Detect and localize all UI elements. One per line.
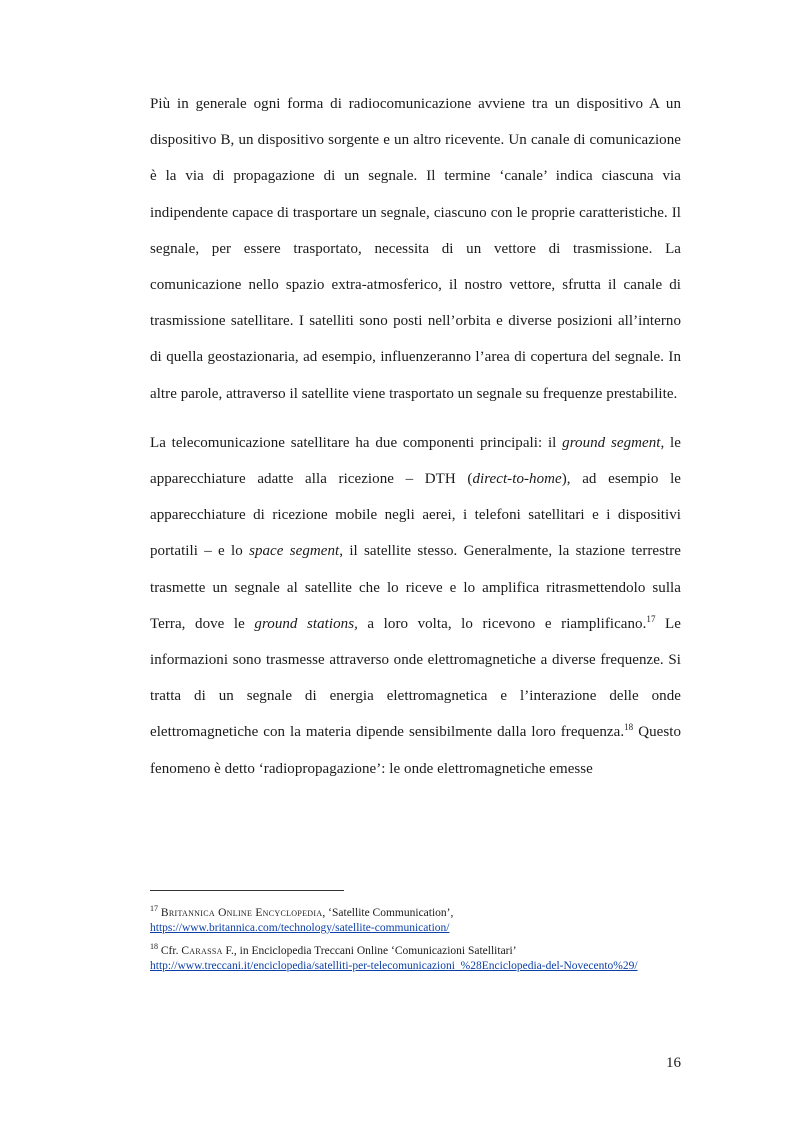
term-space-segment: space segment [249, 543, 340, 560]
footnote-number: 18 [150, 942, 158, 952]
paragraph-text: ), ad esempio le apparecchiature di ricezione mobile negli aerei, i telefoni satellitari e i dispositivi portatili – e lo [150, 471, 682, 560]
footnote-author: Carassa [181, 945, 223, 957]
paragraph-satellite-telecommunication [150, 425, 681, 787]
paragraph-text: , il satellite stesso. Generalmente, la stazione terrestre trasmette un segnale al satellite che lo riceve e lo amplifica ritrasmettendolo sulla Terra, dove le [150, 543, 681, 632]
paragraph-radiocommunication: Più in generale ogni forma di radiocomunicazione avviene tra un dispositivo A un dispositivo B, un dispositivo sorgente e un altro ricevente. Un canale di comunicazione è la via di propagazione di un segnale. Il termine ‘canale’ indica ciascuna via indipendente capace di trasportare un segnale, ciascuno con le proprie caratteristiche. Il segnale, per essere trasportato, necessita di un vettore di trasmissione. La comunicazione nello spazio extra-atmosferico, il nostro vettore, sfrutta il canale di trasmissione satellitare. I satelliti sono posti nell’orbita e diverse posizioni all’interno di quella geostazionaria, ad esempio, influenzeranno l’area di copertura del segnale. In altre parole, attraverso il satellite viene trasportato un segnale su frequenze prestabilite. [150, 96, 681, 402]
term-direct-to-home: direct-to-home [472, 471, 562, 488]
term-ground-segment: ground segment [562, 434, 661, 451]
footnote-17 [150, 906, 681, 936]
footnote-link-britannica[interactable]: https://www.britannica.com/technology/satellite-communication/ [150, 922, 450, 934]
footnote-reference-18[interactable]: 18 [624, 722, 634, 733]
footnote-text: F., in Enciclopedia Treccani Online ‘Comunicazioni Satellitari’ [222, 945, 517, 957]
paragraph-text: La telecomunicazione satellitare ha due componenti principali: il [150, 434, 563, 451]
footnote-number: 17 [150, 904, 158, 914]
footnote-reference-17[interactable]: 17 [646, 613, 656, 624]
footnote-source: Britannica Online Encyclopedia [160, 907, 323, 919]
paragraph-text: , le apparecchiature adatte alla ricezione – DTH ( [150, 434, 681, 488]
footnote-separator [150, 890, 344, 891]
paragraph-text: Le informazioni sono trasmesse attraverso onde elettromagnetiche a diverse frequenze. Si tratta di un segnale di energia elettromagnetica e l’interazione delle onde elettromagnetiche con la materia dipende sensibilmente dalla loro frequenza. [150, 615, 681, 741]
page-number: 16 [666, 1055, 681, 1071]
paragraph-text: Questo fenomeno è detto ‘radiopropagazione’: le onde elettromagnetiche emesse [150, 724, 681, 777]
footnote-18 [150, 944, 681, 974]
footnote-text: , ‘Satellite Communication’, [322, 907, 454, 919]
footnote-prefix: Cfr. [158, 945, 182, 957]
page-body [150, 86, 681, 787]
term-ground-stations: ground stations, [254, 615, 358, 632]
paragraph-text: a loro volta, lo ricevono e riamplificano. [357, 615, 647, 632]
footnotes-section [150, 906, 681, 982]
footnote-link-treccani[interactable]: http://www.treccani.it/enciclopedia/satelliti-per-telecomunicazioni_%28Enciclopedia-del-Novecento%29/ [150, 960, 638, 972]
